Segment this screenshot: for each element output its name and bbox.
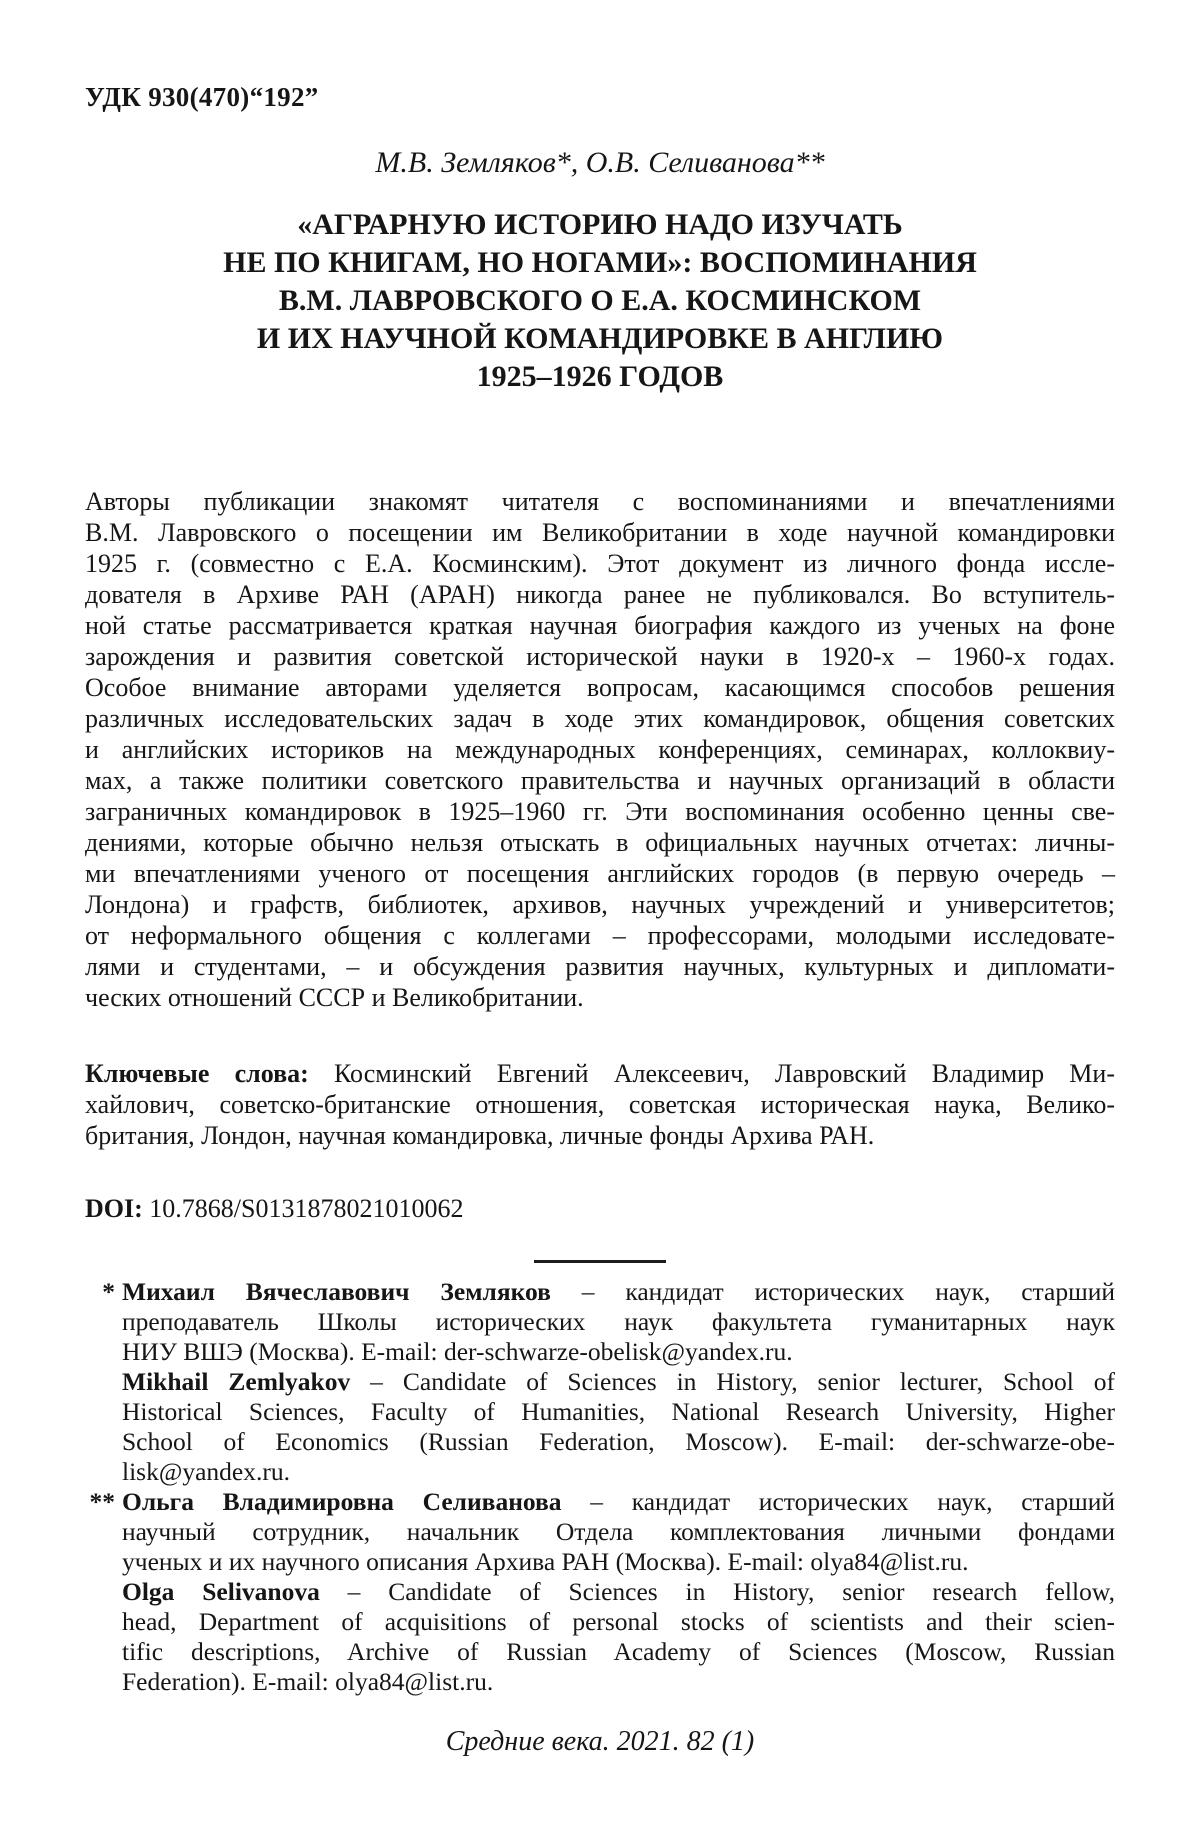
text-line: дователя в Архиве РАН (АРАН) никогда ранее не публиковался. Во вступитель- [85,580,1115,609]
text-line: зарождения и развития советской исторической науки в 1920-х – 1960-х годах. [85,642,1115,671]
text-line: Михаил Вячеславович Земляков – кандидат исторических наук, старший [122,1277,1115,1306]
text-line: В.М. Лавровского о посещении им Великобритании в ходе научной командировки [85,518,1115,547]
text-line: В.М. ЛАВРОВСКОГО О Е.А. КОСМИНСКОМ [278,284,922,317]
footnote-selivanova [85,1487,1115,1697]
footnote-marker: ** [89,1487,115,1516]
footer-journal-line: Средние века. 2021. 82 (1) [445,1726,755,1757]
text-line: ной статье рассматривается краткая научная биография каждого из ученых на фоне [85,611,1115,640]
text-line: лями и студентами, – и обсуждения развития научных, культурных и дипломати- [85,952,1115,981]
keywords [85,1058,1115,1151]
doi-label: DOI: [85,1194,143,1223]
text-line: мах, а также политики советского правительства и научных организаций в области [85,766,1115,795]
authors-line: М.В. Земляков*, О.В. Селиванова** [375,146,825,179]
text-line: И ИХ НАУЧНОЙ КОМАНДИРОВКЕ В АНГЛИЮ [256,322,944,355]
text-line: Ключевые слова: Косминский Евгений Алексеевич, Лавровский Владимир Ми- [85,1059,1115,1088]
footnote-text [122,1487,1115,1697]
text-line: 1925 г. (совместно с Е.А. Косминским). Этот документ из личного фонда иссле- [85,549,1115,578]
text-line: Historical Sciences, Faculty of Humanities, National Research University, Higher [122,1397,1115,1426]
text-line: хайлович, советско-британские отношения, советская историческая наука, Велико- [85,1090,1115,1119]
abstract [85,486,1115,1013]
doi-line [85,1193,1115,1224]
text-line: от неформального общения с коллегами – профессорами, молодыми исследовате- [85,921,1115,950]
text-line: ческих отношений СССР и Великобритании. [85,983,584,1012]
text-line: НИУ ВШЭ (Москва). E-mail: der-schwarze-obelisk@yandex.ru. [122,1337,793,1366]
text-line: tific descriptions, Archive of Russian Academy of Sciences (Moscow, Russian [122,1637,1115,1666]
text-line: научный сотрудник, начальник Отдела комплектования личными фондами [122,1517,1115,1546]
text-line: НЕ ПО КНИГАМ, НО НОГАМИ»: ВОСПОМИНАНИЯ [223,246,977,279]
article-title [85,206,1115,396]
text-line: «АГРАРНУЮ ИСТОРИЮ НАДО ИЗУЧАТЬ [297,208,903,241]
text-line: британия, Лондон, научная командировка, личные фонды Архива РАН. [85,1121,875,1150]
footnote-rule [534,1260,666,1263]
text-line: Ольга Владимировна Селиванова – кандидат исторических наук, старший [122,1487,1116,1516]
text-line: Лондона) и графств, библиотек, архивов, научных учреждений и университетов; [85,890,1115,919]
footnote-zemlyakov [85,1277,1115,1487]
text-line: ученых и их научного описания Архива РАН (Москва). E-mail: olya84@list.ru. [122,1547,969,1576]
text-line: Авторы публикации знакомят читателя с воспоминаниями и впечатлениями [85,487,1115,516]
text-line: Особое внимание авторами уделяется вопросам, касающимся способов решения [85,673,1115,702]
text-line: преподаватель Школы исторических наук факультета гуманитарных наук [122,1307,1115,1336]
udc-number: УДК 930(470)“192” [85,82,319,112]
text-line: 1925–1926 ГОДОВ [476,360,724,393]
text-line: lisk@yandex.ru. [122,1457,290,1486]
doi-value: 10.7868/S0131878021010062 [142,1194,464,1223]
text-line: заграничных командировок в 1925–1960 гг. Эти воспоминания особенно ценны све- [85,797,1115,826]
text-line: Olga Selivanova – Candidate of Sciences in History, senior research fellow, [122,1577,1115,1606]
footnote-marker: * [102,1277,115,1306]
text-line: Federation). E-mail: olya84@list.ru. [122,1667,494,1696]
text-line: различных исследовательских задач в ходе этих командировок, общения советских [85,704,1115,733]
text-line: Mikhail Zemlyakov – Candidate of Sciences in History, senior lecturer, School of [122,1367,1115,1396]
footnote-text [122,1277,1115,1487]
text-line: дениями, которые обычно нельзя отыскать в официальных научных отчетах: личны- [85,828,1115,857]
text-line: School of Economics (Russian Federation, Moscow). E-mail: der-schwarze-obe- [122,1427,1115,1456]
text-line: head, Department of acquisitions of personal stocks of scientists and their scien- [122,1607,1115,1636]
text-line: ми впечатлениями ученого от посещения английских городов (в первую очередь – [85,859,1115,888]
text-line: и английских историков на международных конференциях, семинарах, коллоквиу- [85,735,1115,764]
